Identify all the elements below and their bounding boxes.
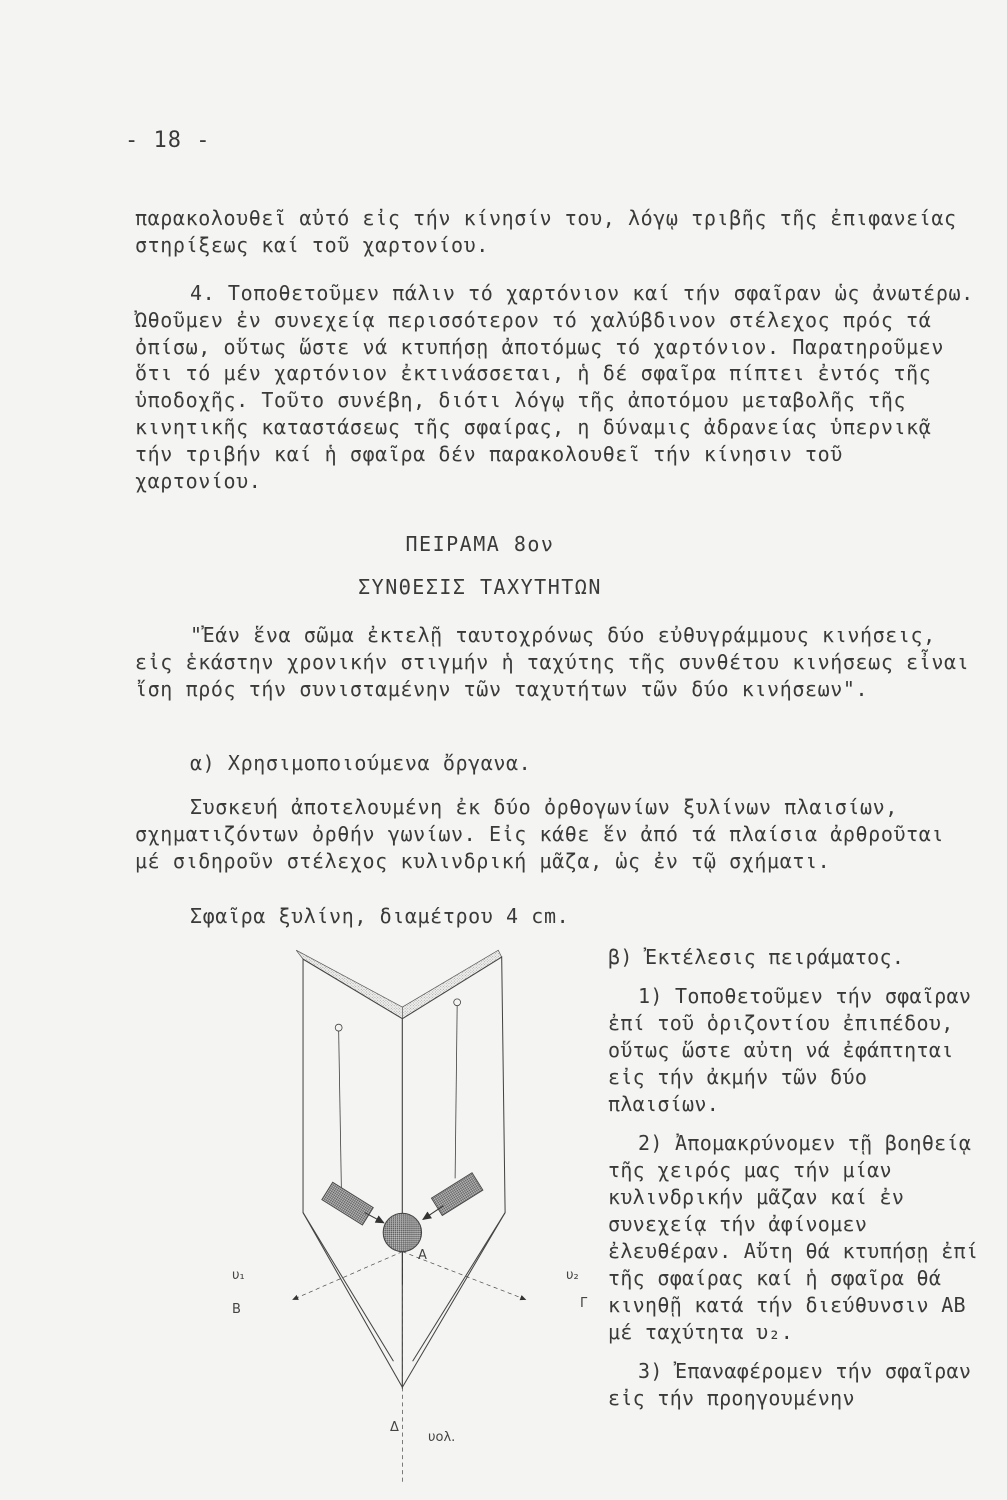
sphere-text: Σφαῖρα ξυλίνη, διαμέτρου 4 cm. — [190, 904, 570, 928]
statement-text: "Ἐάν ἕνα σῶμα ἐκτελῇ ταυτοχρόνως δύο εὐθυγράμμους κινήσεις, εἰς ἑκάστην χρονικήν στιγμήν ἡ ταχύτης τῆς συνθέτου κινήσεως εἶναι ἴση πρός τήν συνισταμένην τῶν ταχυτήτων τῶν δύο κινήσεων". — [135, 623, 970, 701]
instruments-block — [135, 794, 980, 874]
intro-paragraph-2 — [135, 280, 980, 494]
experiment-statement — [135, 622, 980, 702]
intro-paragraph-1 — [135, 205, 980, 259]
instruments-heading: α) Χρησιμοποιούμενα ὄργανα. — [190, 751, 532, 775]
apparatus-figure — [215, 942, 600, 1490]
experiment-subtitle: ΣΥΝΘΕΣΙΣ ΤΑΧΥΤΗΤΩΝ — [358, 575, 602, 599]
execution-step-1: 1) Τοποθετοῦμεν τήν σφαῖραν ἐπί τοῦ ὁριζοντίου ἐπιπέδου, οὕτως ὥστε αὐτη νά ἐφάπτηται εἰς τήν ἀκμήν τῶν δύο πλαισίων. — [608, 984, 972, 1116]
label-u-resultant: υολ. — [428, 1430, 456, 1445]
label-G: Γ — [580, 1296, 588, 1311]
left-frame — [303, 959, 402, 1387]
label-B: Β — [232, 1302, 241, 1317]
label-u2: υ₂ — [566, 1268, 579, 1283]
intro-text-2: 4. Τοποθετοῦμεν πάλιν τό χαρτόνιον καί τήν σφαῖραν ὡς ἀνωτέρω. Ὠθοῦμεν ἐν συνεχείᾳ περισσότερον τό χαλύβδινον στέλεχος πρός τά ὀπίσω, οὕτως ὥστε νά κτυπήσῃ ἀποτόμως τό χαρτόνιον. Παρατηροῦμεν ὅτι τό μέν χαρτόνιον ἐκτινάσσεται, ἡ δέ σφαῖρα πίπτει ἐντός τῆς ὑποδοχῆς. Τοῦτο συνέβη, διότι λόγῳ τῆς ἀποτόμου μεταβολῆς τῆς κινητικῆς καταστάσεως τῆς σφαίρας, η δύναμις ἀδρανείας ὑπερνικᾷ τήν τριβήν καί ἡ σφαῖρα δέν παρακολουθεῖ τήν κίνησιν τοῦ χαρτονίου. — [135, 281, 974, 493]
experiment-title: ΠΕΙΡΑΜΑ 8ον — [405, 532, 555, 556]
execution-heading: β) Ἐκτέλεσις πειράματος. — [608, 945, 905, 969]
label-D: Δ — [390, 1420, 399, 1435]
sphere-block — [135, 903, 980, 930]
instruments-text: Συσκευή ἀποτελουμένη ἐκ δύο ὀρθογωνίων ξυλίνων πλαισίων, σχηματιζόντων ὀρθήν γωνίων. Εἰς κάθε ἕν ἀπό τά πλαίσια ἀρθροῦται μέ σιδηροῦν στέλεχος κυλινδρική μᾶζα, ὡς ἐν τῷ σχήματι. — [135, 795, 945, 873]
page-number: - 18 - — [125, 128, 211, 153]
label-A: Α — [418, 1248, 427, 1263]
intro-text-1: παρακολουθεῖ αὐτό εἰς τήν κίνησίν του, λόγῳ τριβῆς τῆς ἐπιφανείας στηρίξεως καί τοῦ χαρτονίου. — [135, 206, 957, 257]
right-frame — [402, 957, 505, 1387]
execution-step-3: 3) Ἐπαναφέρομεν τήν σφαῖραν εἰς τήν προηγουμένην — [608, 1359, 972, 1410]
execution-column — [608, 944, 988, 1412]
sphere — [383, 1213, 421, 1251]
execution-step-2: 2) Ἀπομακρύνομεν τῇ βοηθείᾳ τῆς χειρός μας τήν μίαν κυλινδρικήν μᾶζαν καί ἐν συνεχείᾳ τήν ἀφίνομεν ἐλευθέραν. Αὔτη θά κτυπήσῃ ἐπί τῆς σφαίρας καί ἡ σφαῖρα θά κινηθῇ κατά τήν διεύθυνσιν ΑΒ μέ ταχύτητα υ₂. — [608, 1131, 979, 1344]
instruments-heading-block — [135, 750, 980, 777]
label-u1: υ₁ — [232, 1268, 245, 1283]
